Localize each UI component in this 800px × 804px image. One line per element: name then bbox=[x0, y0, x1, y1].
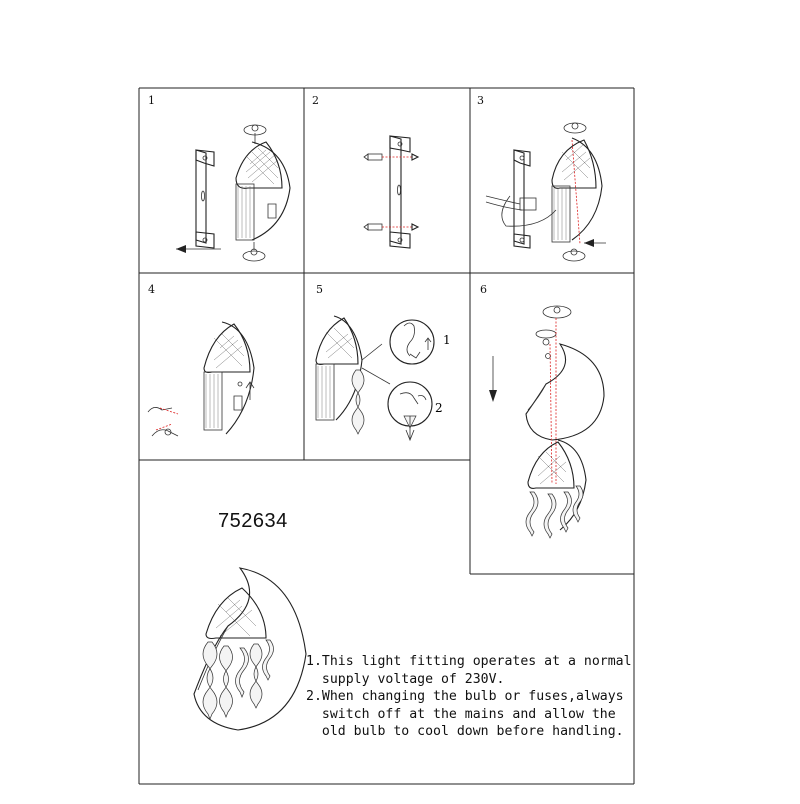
step1-illustration bbox=[176, 125, 290, 261]
step-number-5: 5 bbox=[316, 283, 323, 296]
note-line: 2.When changing the bulb or fuses,always bbox=[306, 689, 624, 705]
step-number-2: 2 bbox=[312, 94, 319, 107]
step2-illustration bbox=[364, 136, 418, 248]
note-line: old bulb to cool down before handling. bbox=[306, 724, 624, 740]
step-number-6: 6 bbox=[480, 283, 487, 296]
step5-callout-2: 2 bbox=[435, 401, 443, 415]
note-line: 1.This light fitting operates at a normal bbox=[306, 654, 632, 669]
step5-callout-1: 1 bbox=[443, 333, 451, 347]
safety-notes bbox=[306, 653, 646, 741]
model-number: 752634 bbox=[218, 510, 288, 532]
note-line: switch off at the mains and allow the bbox=[306, 706, 616, 722]
step-number-1: 1 bbox=[148, 94, 155, 107]
step-number-3: 3 bbox=[477, 94, 484, 107]
product-illustration bbox=[194, 568, 306, 730]
note-line: supply voltage of 230V. bbox=[306, 671, 505, 687]
step-number-4: 4 bbox=[148, 283, 155, 296]
step6-illustration bbox=[489, 306, 604, 538]
step3-illustration bbox=[486, 123, 606, 261]
step4-illustration bbox=[148, 322, 254, 436]
step5-illustration bbox=[316, 316, 434, 440]
step5-callout-labels bbox=[435, 333, 451, 415]
